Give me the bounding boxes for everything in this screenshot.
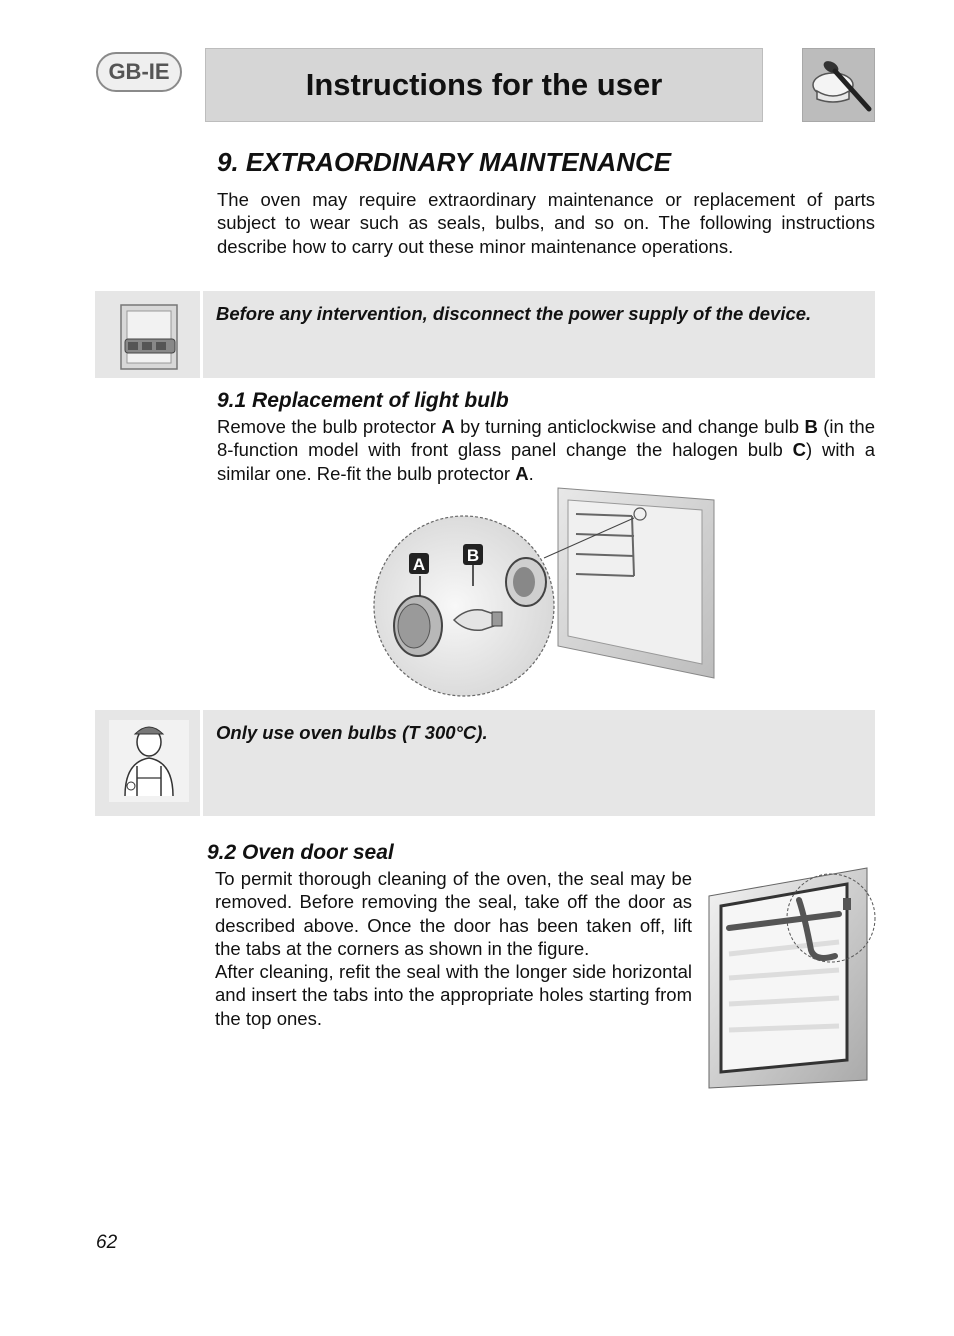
- seal-paragraph-1: To permit thorough cleaning of the oven, the seal may be removed. Before removing the seal, take off the door as described above. Once the door has been taken off, lift the tabs at the corners as shown in the figure.: [215, 868, 692, 959]
- bulb-label-a: A: [412, 555, 426, 574]
- section-title: 9. EXTRAORDINARY MAINTENANCE: [217, 147, 672, 177]
- door-seal-figure: [707, 866, 879, 1095]
- power-switch-icon: [95, 291, 203, 378]
- warning-bulbs-box: [95, 710, 875, 816]
- intro-paragraph: The oven may require extraordinary maintenance or replacement of parts subject to wear such as seals, bulbs, and so on. The following instructions describe how to carry out these minor maintenance operations.: [217, 189, 875, 257]
- bulb-section-title: 9.1 Replacement of light bulb: [217, 389, 509, 412]
- warning-power-text: Before any intervention, disconnect the power supply of the device.: [216, 303, 812, 324]
- seal-section-title: 9.2 Oven door seal: [207, 841, 394, 864]
- bulb-label-b: B: [466, 546, 480, 565]
- bulb-replacement-figure: [372, 486, 718, 703]
- header-bar: [205, 48, 763, 122]
- page-number: 62: [96, 1232, 118, 1253]
- language-badge: GB-IE: [96, 52, 182, 92]
- seal-text: [215, 867, 692, 1030]
- chef-spoon-icon: [802, 48, 875, 122]
- warning-bulbs-text: Only use oven bulbs (T 300°C).: [216, 722, 488, 743]
- technician-icon: [95, 710, 203, 816]
- seal-paragraph-2: After cleaning, refit the seal with the longer side horizontal and insert the tabs into the appropriate holes starting from the top ones.: [215, 961, 692, 1029]
- warning-power-box: [95, 291, 875, 378]
- page-title: Instructions for the user: [305, 67, 663, 102]
- bulb-paragraph: Remove the bulb protector A by turning anticlockwise and change bulb B (in the 8-function model with front glass panel change the halogen bulb C) with a similar one. Re-fit the bulb protector A.: [217, 416, 875, 484]
